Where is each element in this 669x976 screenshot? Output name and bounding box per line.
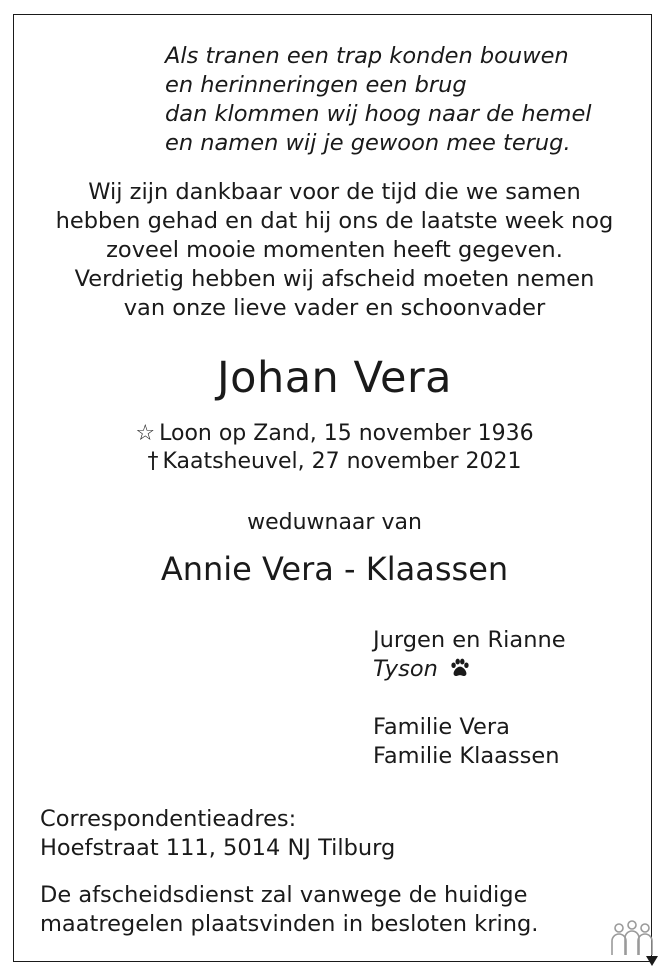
intro-line: Verdrietig hebben wij afscheid moeten nemen (74, 266, 595, 292)
service-notice (40, 881, 538, 939)
poem (165, 42, 592, 158)
star-icon: ☆ (135, 421, 156, 446)
intro-line: zoveel mooie momenten heeft gegeven. (106, 237, 563, 263)
correspondence-address (40, 805, 395, 863)
life-dates (0, 420, 669, 476)
spouse-name: Annie Vera - Klaassen (160, 550, 509, 588)
pet-name: Tyson (373, 656, 438, 682)
birth-date: Loon op Zand, 15 november 1936 (159, 421, 534, 446)
address: Hoefstraat 111, 5014 NJ Tilburg (40, 835, 396, 861)
paw-icon (449, 657, 471, 679)
birth-line (0, 420, 669, 448)
children-names: Jurgen en Rianne (373, 627, 566, 653)
arrow-down-icon[interactable] (645, 955, 659, 967)
intro-line: van onze lieve vader en schoonvader (123, 295, 546, 321)
family-name-1: Familie Vera (373, 714, 510, 740)
poem-line: en namen wij je gewoon mee terug. (165, 130, 571, 156)
family-list (373, 626, 566, 771)
notice-line: De afscheidsdienst zal vanwege de huidige (40, 882, 528, 908)
intro-line: hebben gehad en dat hij ons de laatste week nog (55, 208, 614, 234)
spacer (373, 684, 566, 713)
deceased-name: Johan Vera (216, 353, 453, 403)
poem-line: Als tranen een trap konden bouwen (165, 43, 569, 69)
intro-line: Wij zijn dankbaar voor de tijd die we samen (88, 179, 581, 205)
widower-label: weduwnaar van (247, 510, 422, 535)
pet-line (373, 655, 566, 684)
notice-line: maatregelen plaatsvinden in besloten kring. (40, 911, 539, 937)
death-date: Kaatsheuvel, 27 november 2021 (162, 449, 522, 474)
poem-line: en herinneringen een brug (165, 72, 467, 98)
people-group-icon (607, 919, 657, 959)
intro-text (20, 178, 649, 323)
death-line (0, 448, 669, 476)
poem-line: dan klommen wij hoog naar de hemel (165, 101, 592, 127)
family-name-2: Familie Klaassen (373, 743, 560, 769)
cross-icon: † (147, 449, 159, 474)
correspondence-label: Correspondentieadres: (40, 806, 297, 832)
